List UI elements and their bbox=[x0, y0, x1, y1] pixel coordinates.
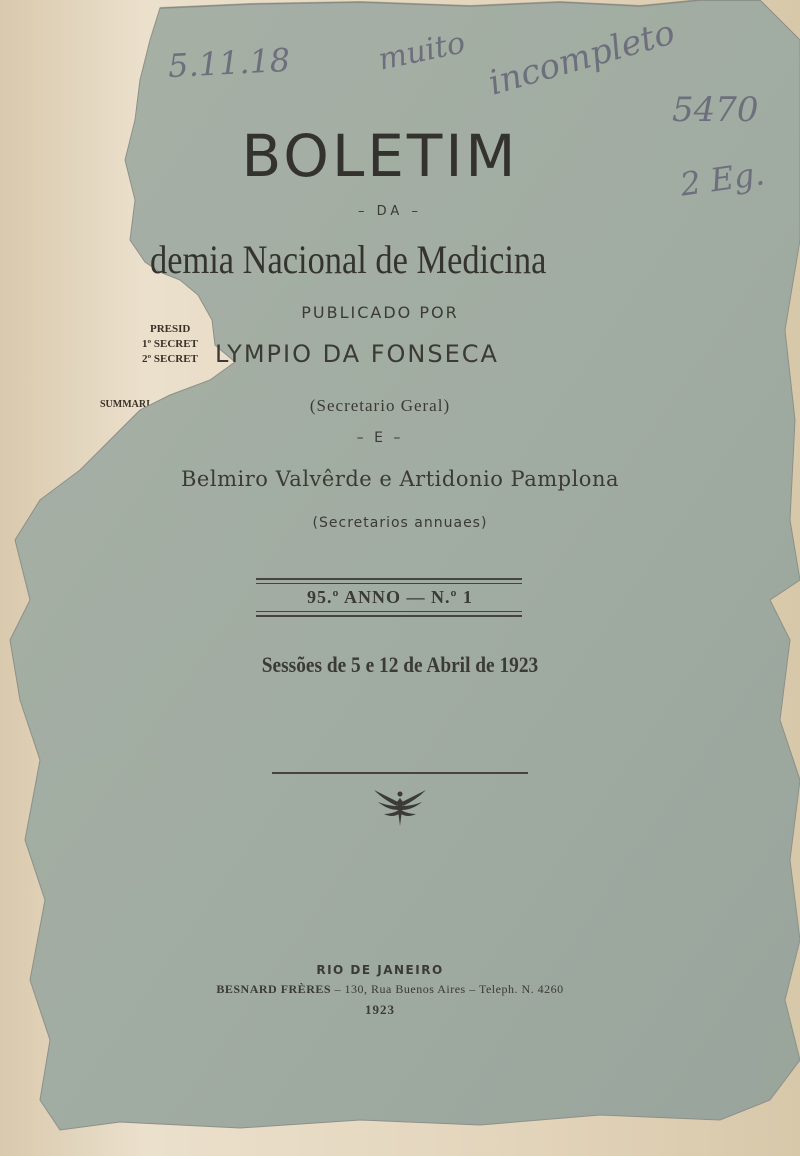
handwritten-date: 5.11.18 bbox=[167, 40, 292, 86]
ornament-rule bbox=[272, 772, 528, 774]
fleuron-ornament-icon bbox=[370, 786, 430, 828]
issue-rule-bottom bbox=[256, 615, 522, 617]
inner-page-line-3: 2º SECRET bbox=[142, 353, 198, 365]
inner-page-line-2: 1º SECRET bbox=[142, 338, 198, 350]
printer-address: – 130, Rua Buenos Aires – Teleph. N. 4260 bbox=[331, 982, 564, 996]
cover-academy-name: demia Nacional de Medicina bbox=[150, 237, 547, 282]
handwritten-note-muito: muito bbox=[375, 25, 469, 78]
cover-publicado-por: PUBLICADO POR bbox=[301, 303, 459, 322]
inner-page-line-4: SUMMARI bbox=[100, 399, 150, 410]
cover-secretaries: Belmiro Valvêrde e Artidonio Pamplona bbox=[181, 467, 619, 491]
cover-title: BOLETIM bbox=[241, 122, 519, 190]
cover-year: 1923 bbox=[365, 1002, 395, 1017]
cover-da: – DA – bbox=[358, 204, 422, 219]
cover-e-separator: – E – bbox=[356, 430, 404, 446]
cover-city: RIO DE JANEIRO bbox=[316, 963, 444, 977]
cover-sessions: Sessões de 5 e 12 de Abril de 1923 bbox=[261, 652, 539, 677]
cover-issue: 95.º ANNO — N.º 1 bbox=[307, 587, 473, 607]
handwritten-note-number: 5470 bbox=[672, 90, 759, 130]
issue-rule-top-thin bbox=[256, 583, 522, 584]
cover-printer bbox=[80, 982, 700, 997]
printer-name: BESNARD FRÈRES bbox=[216, 982, 332, 996]
cover-secretaries-role: (Secretarios annuaes) bbox=[312, 515, 488, 531]
cover-editor: LYMPIO DA FONSECA bbox=[215, 340, 499, 368]
issue-rule-top bbox=[256, 578, 522, 580]
inner-page-line-1: PRESID bbox=[150, 323, 191, 335]
cover-editor-role: (Secretario Geral) bbox=[309, 396, 451, 415]
handwritten-note-copies: 2 Eg. bbox=[677, 154, 767, 204]
issue-rule-bottom-thin bbox=[256, 611, 522, 612]
handwritten-note-incompleto: incompleto bbox=[484, 12, 680, 104]
